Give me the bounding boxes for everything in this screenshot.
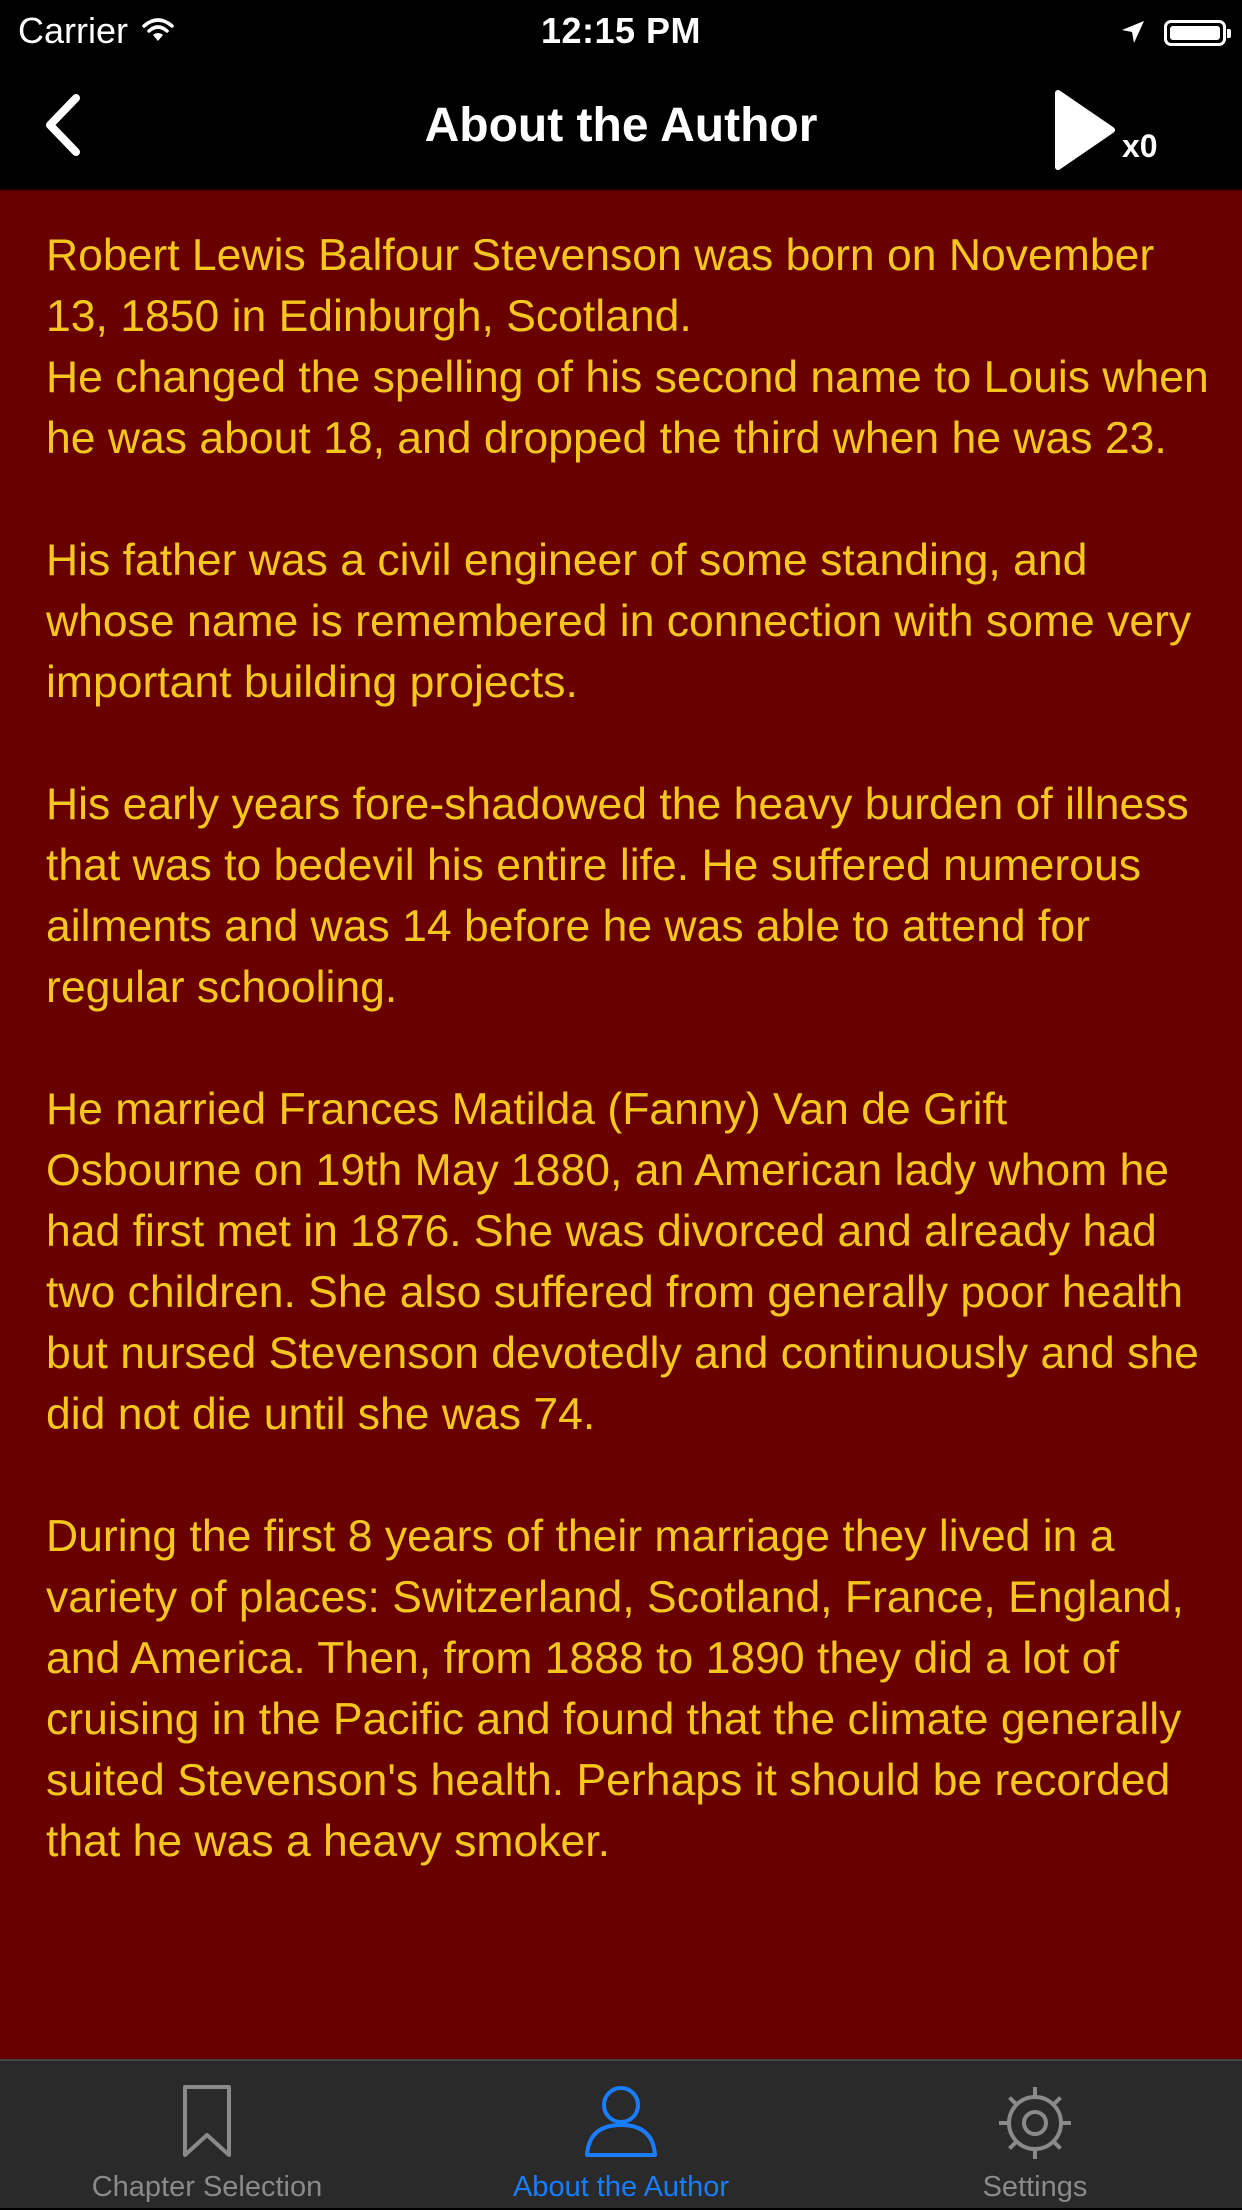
play-count: x0 xyxy=(1122,128,1158,164)
bio-paragraph: He married Frances Matilda (Fanny) Van de Grift Osbourne on 19th May 1880, an American lady whom he had first met in 1876. She was divorced and already had two children. She also suffered from generally poor health but nursed Stevenson devotedly and continuously and she did not die until she was 74. xyxy=(46,1085,1212,1439)
tab-bar xyxy=(0,2059,1242,2208)
page-title: About the Author xyxy=(424,99,818,152)
tab-label: Chapter Selection xyxy=(91,2171,323,2203)
bookmark-icon xyxy=(177,2083,237,2159)
location-arrow-icon xyxy=(1120,12,1146,54)
battery-icon xyxy=(1164,20,1226,46)
author-bio xyxy=(0,191,1242,2059)
tab-chapter-selection[interactable] xyxy=(0,2061,414,2210)
gear-icon xyxy=(995,2083,1075,2163)
tab-label: Settings xyxy=(982,2171,1088,2203)
status-bar xyxy=(0,0,1242,60)
carrier-label: Carrier xyxy=(18,10,129,51)
bio-paragraph: His early years fore-shadowed the heavy burden of illness that was to bedevil his entire life. He suffered numerous ailments and was 14 before he was able to attend for regular schooling. xyxy=(46,780,1202,1012)
status-right xyxy=(1120,12,1226,54)
tab-settings[interactable] xyxy=(828,2061,1242,2210)
person-icon xyxy=(581,2083,661,2159)
bio-paragraph: His father was a civil engineer of some standing, and whose name is remembered in connection with some very important building projects. xyxy=(46,536,1204,707)
tab-label: About the Author xyxy=(512,2171,730,2203)
status-time: 12:15 PM xyxy=(540,10,702,51)
nav-bar xyxy=(0,60,1242,191)
tab-about-the-author[interactable] xyxy=(414,2061,828,2210)
play-icon xyxy=(1050,85,1120,175)
bio-paragraph: During the first 8 years of their marriage they lived in a variety of places: Switzerland, Scotland, France, England, and America. Then, from 1888 to 1890 they did a lot of cruising in the Pacific and found that the climate generally suited Stevenson's health. Perhaps it should be recorded that he was a heavy smoker. xyxy=(46,1512,1197,1866)
bio-paragraph: Robert Lewis Balfour Stevenson was born on November 13, 1850 in Edinburgh, Scotland. He changed the spelling of his second name to Louis when he was about 18, and dropped the third when he was 23. xyxy=(46,231,1209,463)
